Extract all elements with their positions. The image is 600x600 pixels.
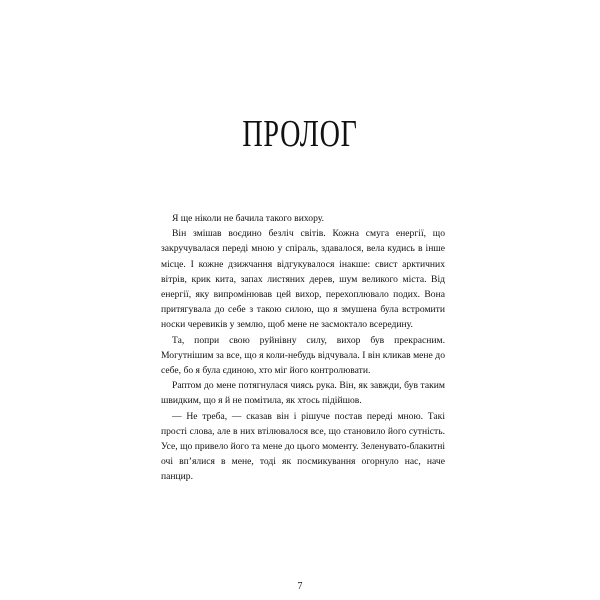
page-number: 7 <box>297 581 303 592</box>
paragraph: Я ще ніколи не бачила такого вихору. <box>172 213 324 224</box>
chapter-body <box>161 211 445 485</box>
chapter-title: ПРОЛОГ <box>242 113 358 155</box>
paragraph: — Не треба, — сказав він і рішуче постав переді мною. Такі прості слова, але в них втілювалося все, що становило його сутність. Усе, що привело його та мене до цього моменту. Зеленувато-блакитні очі вп’ялися в мене, тоді як посмикування огорнуло нас, наче панцир. <box>161 410 445 483</box>
paragraph: Раптом до мене потягнулася чиясь рука. Він, як завжди, був таким швидким, що я й не помітила, як хтось підійшов. <box>161 380 445 407</box>
paragraph: Він змішав воєдино безліч світів. Кожна смуга енергії, що закручувалася переді мною у спіраль, здавалося, вела кудись в інше місце. І кожне дзижчання відгукувалося інакше: свист арктичних вітрів, крик кита, запах листяних дерев, шум великого міста. Від енергії, яку випромінював цей вихор, перехоплювало подих. Вона притягувала до себе з такою силою, що я змушена була встромити носки черевиків у землю, щоб мене не засмоктало всередину. <box>161 228 445 331</box>
paragraph: Та, попри свою руйнівну силу, вихор був прекрасним. Могутнішим за все, що я коли-небудь відчувала. І він кликав мене до себе, бо я була єдиною, хто міг його контролювати. <box>161 334 445 377</box>
